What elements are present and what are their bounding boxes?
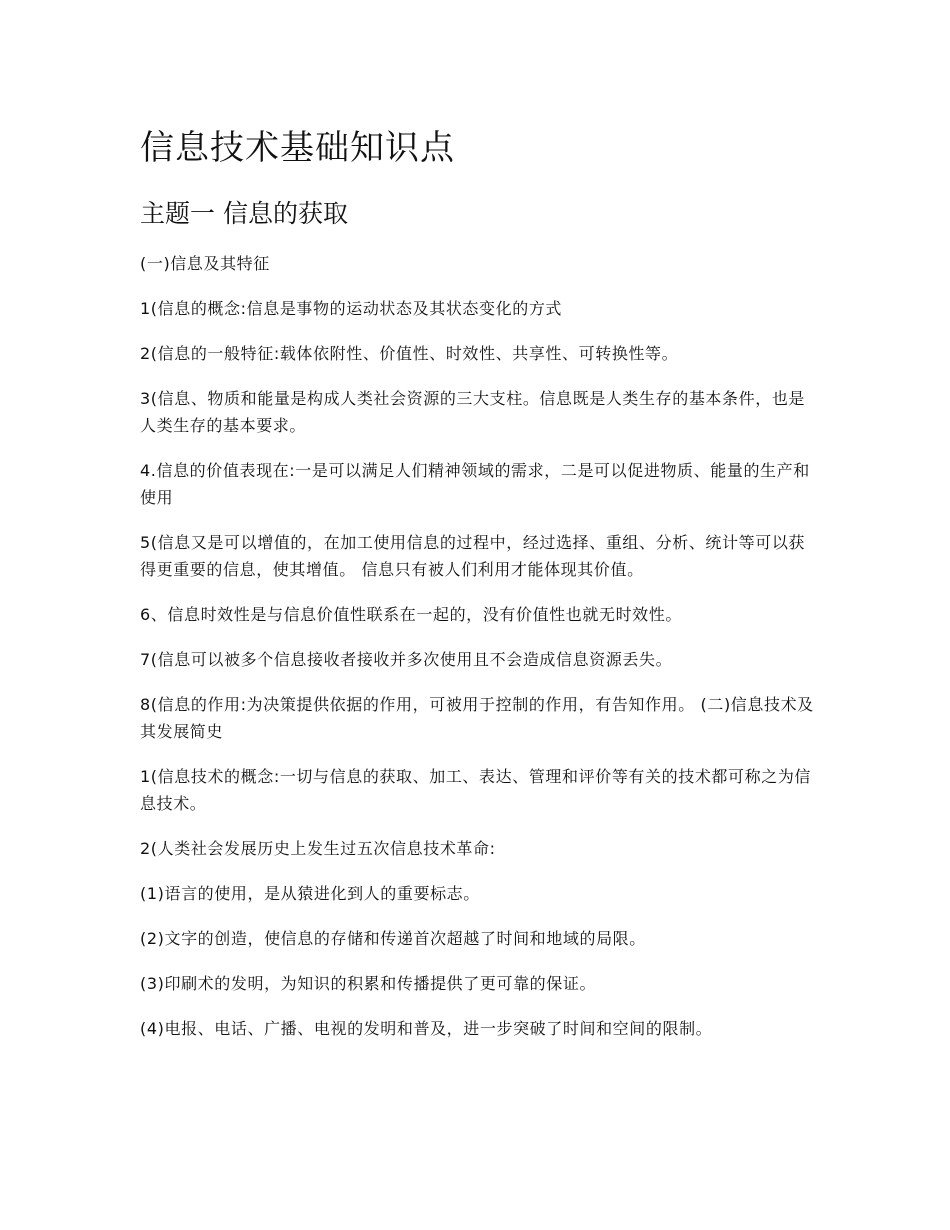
paragraph: 8(信息的作用:为决策提供依据的作用，可被用于控制的作用，有告知作用。 (二)信息技术及其发展简史: [140, 695, 814, 741]
paragraph: 3(信息、物质和能量是构成人类社会资源的三大支柱。信息既是人类生存的基本条件，也是人类生存的基本要求。: [140, 389, 806, 435]
list-item: (1)语言的使用，是从猿进化到人的重要标志。: [140, 884, 480, 903]
list-item: (3)印刷术的发明，为知识的积累和传播提供了更可靠的保证。: [140, 974, 597, 993]
list-item: (2)文字的创造，使信息的存储和传递首次超越了时间和地域的局限。: [140, 929, 646, 948]
paragraph: 2(人类社会发展历史上发生过五次信息技术革命:: [140, 839, 496, 858]
paragraph: 1(信息技术的概念:一切与信息的获取、加工、表达、管理和评价等有关的技术都可称之为信息技术。: [140, 767, 812, 813]
paragraph: 4.信息的价值表现在:一是可以满足人们精神领域的需求，二是可以促进物质、能量的生产和使用: [140, 461, 810, 507]
section-title: 主题一 信息的获取: [140, 199, 348, 228]
list-item: (4)电报、电话、广播、电视的发明和普及，进一步突破了时间和空间的限制。: [140, 1019, 713, 1038]
paragraph: 1(信息的概念:信息是事物的运动状态及其状态变化的方式: [140, 299, 563, 318]
paragraph-subheading-info-features: (一)信息及其特征: [140, 254, 270, 273]
document-page: [140, 120, 820, 1042]
document-title: 信息技术基础知识点: [140, 128, 455, 168]
paragraph: 2(信息的一般特征:载体依附性、价值性、时效性、共享性、可转换性等。: [140, 344, 679, 363]
paragraph: 7(信息可以被多个信息接收者接收并多次使用且不会造成信息资源丢失。: [140, 650, 673, 669]
paragraph: 5(信息又是可以增值的，在加工使用信息的过程中，经过选择、重组、分析、统计等可以获得更重要的信息，使其增值。 信息只有被人们利用才能体现其价值。: [140, 533, 806, 579]
paragraph: 6、信息时效性是与信息价值性联系在一起的，没有价值性也就无时效性。: [140, 605, 682, 624]
